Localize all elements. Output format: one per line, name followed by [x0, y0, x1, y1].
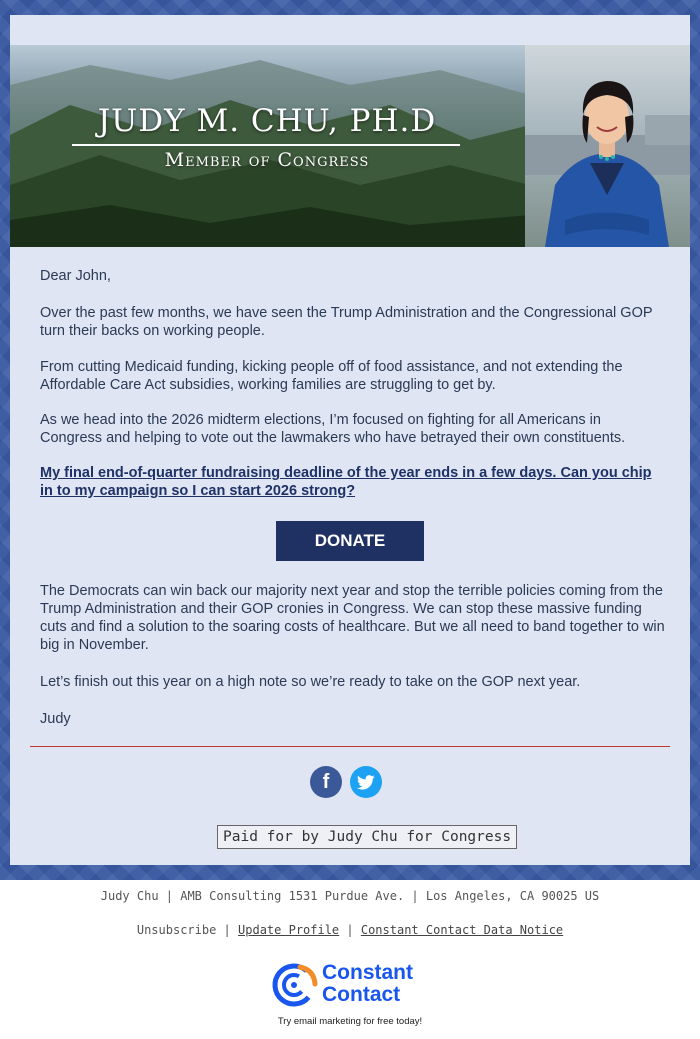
banner-rule — [72, 144, 460, 146]
donate-button[interactable]: DONATE — [276, 521, 424, 561]
paragraph-5: Let’s finish out this year on a high note so we’re ready to take on the GOP next year. — [40, 674, 581, 690]
banner-role: Member of Congress — [164, 149, 370, 171]
footer-links — [0, 923, 700, 937]
logo-text-line2: Contact — [322, 983, 401, 1006]
header-banner — [10, 45, 690, 247]
logo-text-line1: Constant — [322, 961, 413, 984]
paid-for-disclaimer: Paid for by Judy Chu for Congress — [217, 825, 517, 849]
paragraph-2: From cutting Medicaid funding, kicking people off of food assistance, and not extending the Affordable Care Act subsidies, working families are struggling to get by. — [40, 359, 623, 393]
paragraph-3: As we head into the 2026 midterm elections, I’m focused on fighting for all Americans in Congress and helping to vote out the lawmakers who have betrayed their own constituents. — [40, 412, 626, 446]
footer-address: Judy Chu | AMB Consulting 1531 Purdue Ave. | Los Angeles, CA 90025 US — [100, 889, 600, 903]
cc-tagline: Try email marketing for free today! — [277, 1016, 423, 1027]
link-separator: | — [216, 923, 239, 937]
paragraph-1: Over the past few months, we have seen the Trump Administration and the Congressional GOP turn their backs on working people. — [40, 305, 653, 339]
constant-contact-logo[interactable] — [270, 960, 440, 1010]
portrait-photo — [525, 45, 690, 247]
data-notice-link[interactable]: Constant Contact Data Notice — [360, 923, 564, 937]
twitter-icon[interactable] — [350, 766, 382, 798]
paragraph-4: The Democrats can win back our majority next year and stop the terrible policies coming from the Trump Administration and their GOP cronies in Congress. We can stop these massive funding cuts and find a solution to the soaring costs of healthcare. But we all need to band together to win big in November. — [40, 583, 665, 653]
email-card — [10, 15, 690, 865]
link-separator: | — [339, 923, 361, 937]
facebook-icon[interactable]: f — [310, 766, 342, 798]
unsubscribe-link[interactable]: Unsubscribe — [136, 923, 217, 937]
divider — [30, 746, 670, 747]
fundraising-link[interactable]: My final end-of-quarter fundraising deadline of the year ends in a few days. Can you chip in to my campaign so I can start 2026 strong? — [40, 465, 652, 499]
update-profile-link[interactable]: Update Profile — [238, 923, 340, 937]
greeting: Dear John, — [40, 268, 111, 284]
signature: Judy — [40, 711, 71, 727]
banner-name: JUDY M. CHU, PH.D — [97, 103, 437, 139]
